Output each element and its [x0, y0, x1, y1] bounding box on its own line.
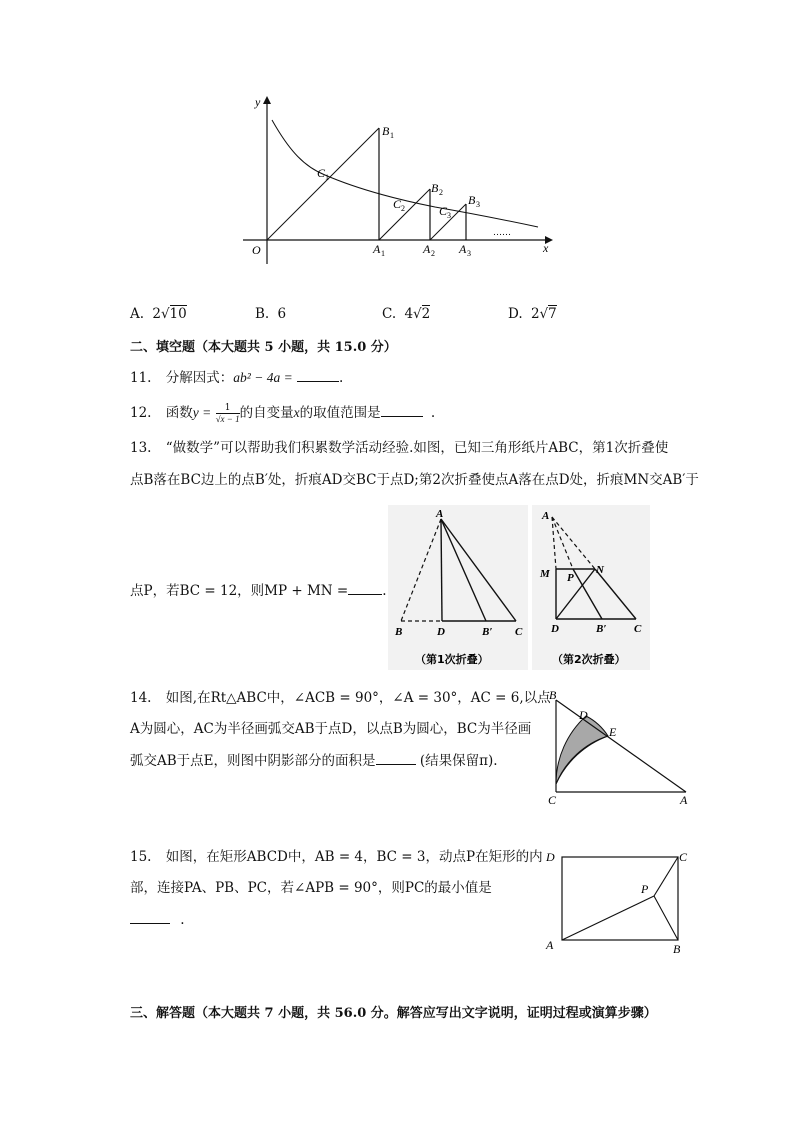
- q15-label-A: A: [546, 938, 554, 952]
- q12-answer-blank[interactable]: [381, 402, 423, 417]
- option-b-value: 6: [277, 306, 287, 322]
- rectangle-ABCD: [562, 857, 678, 940]
- q15-label-C: C: [679, 850, 688, 864]
- option-a-coef: 2: [152, 306, 161, 322]
- q14-answer-blank[interactable]: [376, 750, 416, 765]
- q14-line3-text: 弧交AB于点E，则图中阴影部分的面积是: [130, 753, 376, 769]
- radical-icon: √: [160, 306, 170, 322]
- option-d-coef: 2: [530, 306, 540, 322]
- q14-line3: [130, 750, 498, 771]
- label-x: x: [543, 241, 549, 255]
- q11-math: ab² − 4a =: [233, 370, 293, 385]
- q12-end: .: [430, 405, 436, 421]
- fig1-label-A: A: [436, 508, 444, 520]
- segment-PC: [654, 857, 678, 896]
- q14-label-A: A: [680, 793, 688, 807]
- q13-line1: [130, 438, 668, 458]
- q12-frac-den: x − 1: [220, 414, 240, 424]
- option-b[interactable]: [255, 304, 286, 324]
- option-c-label: C.: [382, 306, 397, 322]
- option-c-radicand: 2: [421, 306, 431, 322]
- q13-line1-text: “做数学”可以帮助我们积累数学活动经验.如图，已知三角形纸片ABC，第1次折叠使: [165, 440, 669, 456]
- y-axis-arrow: [263, 96, 271, 104]
- q13-answer-blank[interactable]: [348, 580, 382, 595]
- label-B3-sub: 3: [476, 200, 480, 209]
- q13-line2: 点B落在BC边上的点B′处，折痕AD交BC于点D;第2次折叠使点A落在点D处，折痕MN交AB′于: [130, 472, 699, 488]
- label-dots: ……: [493, 227, 511, 237]
- label-B2-sub: 2: [439, 188, 443, 197]
- label-C1: C: [317, 166, 326, 180]
- q12-pre: 函数: [165, 405, 193, 421]
- fig2-label-P: P: [567, 572, 574, 584]
- question-11: [130, 367, 343, 388]
- q15-line1-text: 如图，在矩形ABCD中，AB = 4，BC = 3，动点P在矩形的内: [165, 849, 543, 865]
- q11-text: 分解因式：: [165, 370, 234, 386]
- fig2-label-A: A: [542, 510, 550, 522]
- option-c[interactable]: [382, 304, 430, 324]
- q12-post2: 的取值范围是: [299, 405, 381, 421]
- q12-y: y =: [192, 405, 212, 420]
- q12-fraction: [216, 403, 240, 424]
- option-a-radicand: 10: [169, 306, 187, 322]
- q15-label-P: P: [641, 882, 649, 896]
- label-C3-sub: 3: [447, 211, 451, 220]
- fig2-label-Bp: B′: [596, 623, 607, 635]
- radical-icon: √: [413, 306, 422, 322]
- label-B3: B: [468, 193, 476, 207]
- fig2-caption: （第2次折叠）: [552, 653, 626, 666]
- label-C2: C: [393, 197, 402, 211]
- segment-PA: [562, 896, 654, 940]
- fig1-label-D: D: [437, 626, 445, 638]
- label-y: y: [255, 95, 261, 109]
- q14-line3-end: (结果保留π).: [419, 753, 498, 769]
- q12-number: 12.: [130, 405, 152, 421]
- q14-line1-text: 如图,在Rt△ABC中，∠ACB = 90°，∠A = 30°，AC = 6,以点: [165, 690, 551, 706]
- q14-line2: A为圆心，AC为半径画弧交AB于点D，以点B为圆心，BC为半径画: [130, 721, 532, 737]
- fig2-label-M: M: [540, 568, 550, 580]
- label-A2-sub: 2: [431, 249, 435, 258]
- q15-label-B: B: [673, 942, 681, 956]
- fig1-caption: （第1次折叠）: [415, 653, 489, 666]
- q11-end: .: [338, 370, 344, 386]
- line-OB1: [267, 128, 379, 240]
- label-O: O: [252, 243, 261, 257]
- hyperbola-curve: [272, 120, 538, 227]
- label-B1: B: [382, 124, 390, 138]
- segment-PB: [654, 896, 678, 940]
- q14-label-C: C: [548, 793, 557, 807]
- section3-heading: 三、解答题（本大题共 7 小题，共 56.0 分。解答应写出文字说明，证明过程或演算步骤）: [130, 1006, 657, 1021]
- q15-rectangle-figure: [540, 845, 700, 957]
- option-d[interactable]: [508, 304, 557, 324]
- fig1-label-Bp: B′: [482, 626, 493, 638]
- q15-line1: [130, 847, 543, 867]
- q15-label-D: D: [546, 850, 555, 864]
- q15-line2: 部，连接PA、PB、PC，若∠APB = 90°，则PC的最小值是: [130, 880, 492, 896]
- label-A2: A: [423, 242, 431, 256]
- hyperbola-graph: [235, 92, 565, 267]
- fig1-AD: [441, 519, 442, 621]
- section2-heading: 二、填空题（本大题共 5 小题，共 15.0 分）: [130, 340, 397, 355]
- label-C3: C: [439, 204, 448, 218]
- fig2-label-C: C: [634, 623, 642, 635]
- fig2-label-N: N: [596, 564, 604, 576]
- q14-line1: [130, 688, 551, 708]
- option-d-label: D.: [508, 306, 523, 322]
- label-C2-sub: 2: [401, 204, 405, 213]
- q14-label-D: D: [579, 708, 588, 722]
- q11-number: 11.: [130, 370, 152, 386]
- q15-answer-blank[interactable]: [130, 909, 170, 924]
- option-c-coef: 4: [404, 306, 414, 322]
- fig2-label-D: D: [551, 623, 559, 635]
- label-A1: A: [373, 242, 381, 256]
- option-a[interactable]: [130, 304, 187, 324]
- option-d-radicand: 7: [548, 306, 557, 322]
- label-A1-sub: 1: [381, 249, 385, 258]
- radical-icon: √: [539, 306, 549, 322]
- q11-answer-blank[interactable]: [297, 367, 339, 382]
- q14-triangle-figure: [540, 686, 700, 808]
- label-A3-sub: 3: [467, 249, 471, 258]
- q12-post: 的自变量: [239, 405, 294, 421]
- radical-icon: √: [215, 414, 221, 424]
- label-B1-sub: 1: [390, 131, 394, 140]
- fig1-label-B: B: [395, 626, 403, 638]
- q12-x: x: [293, 405, 300, 420]
- q12-frac-num: 1: [216, 403, 240, 414]
- q14-label-E: E: [609, 725, 617, 739]
- label-B2: B: [431, 181, 439, 195]
- question-12: [130, 402, 435, 424]
- fig1-label-C: C: [515, 626, 523, 638]
- q13-line3-text: 点P，若BC = 12，则MP + MN =: [130, 583, 349, 599]
- label-C1-sub: 1: [325, 173, 329, 182]
- option-a-label: A.: [130, 306, 145, 322]
- option-b-label: B.: [255, 306, 270, 322]
- q15-end: .: [180, 912, 185, 928]
- q13-line3: [130, 580, 387, 601]
- line-A1B2: [379, 189, 430, 240]
- q13-fold-figure-1: [388, 505, 528, 670]
- q13-number: 13.: [130, 440, 152, 456]
- label-A3: A: [459, 242, 467, 256]
- q14-number: 14.: [130, 690, 152, 706]
- q15-line3: [130, 909, 185, 930]
- q14-label-B: B: [549, 688, 557, 702]
- q13-end: .: [382, 583, 387, 599]
- q15-number: 15.: [130, 849, 152, 865]
- q13-fold-figure-2: [532, 505, 650, 670]
